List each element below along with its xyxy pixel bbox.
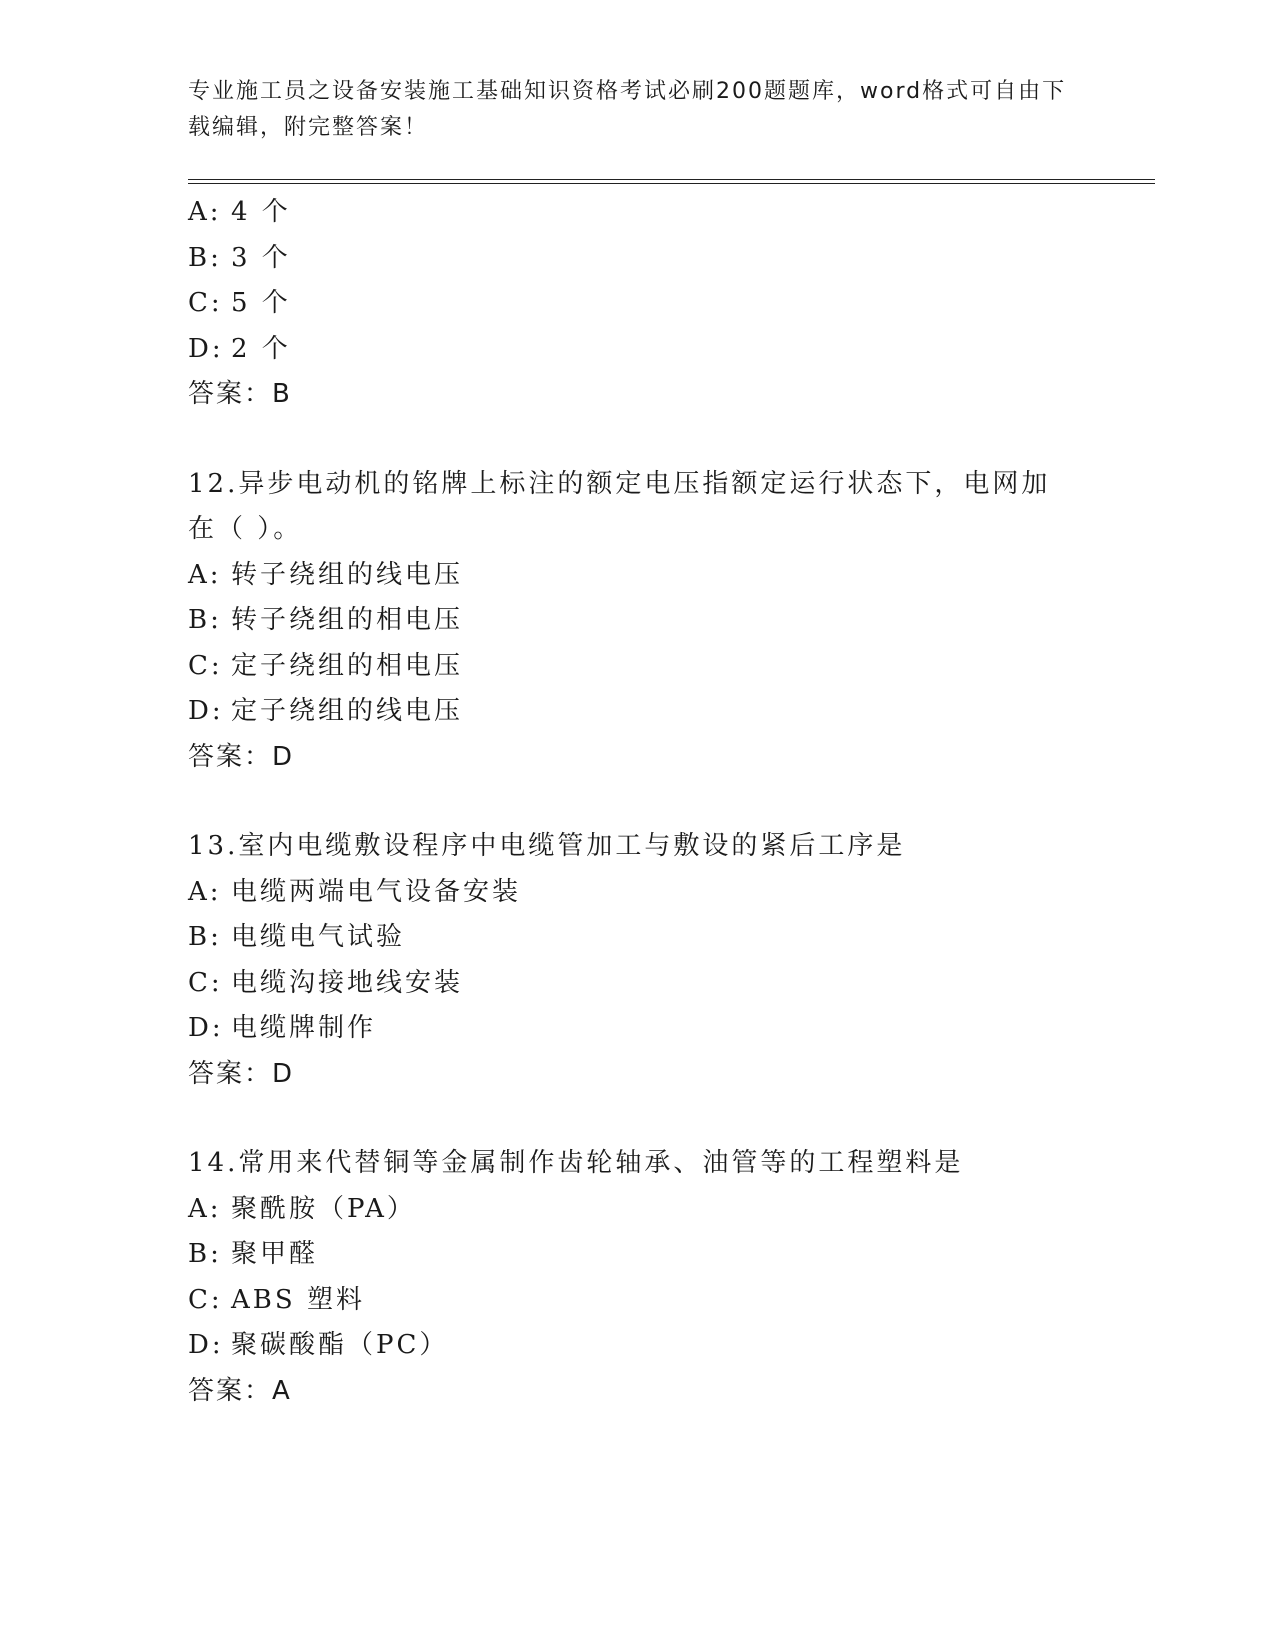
option-a [188, 870, 1128, 916]
answer-line: 答案：A [188, 1375, 292, 1406]
option-c [188, 1278, 1128, 1324]
option-text: 聚甲醛 [231, 1239, 319, 1269]
option-text: 3 个 [231, 242, 291, 273]
option-label: A: [188, 559, 222, 590]
answer-line: 答案：D [188, 741, 295, 772]
option-label: D: [188, 1013, 224, 1043]
option-b [188, 915, 1128, 961]
option-label: D: [188, 1330, 224, 1360]
option-c [188, 281, 1128, 327]
document-header: 专业施工员之设备安装施工基础知识资格考试必刷200题题库，word格式可自由下载编辑，附完整答案！ [188, 79, 1067, 140]
question-block-11 [188, 190, 1128, 418]
question-block-12 [188, 462, 1128, 781]
option-text: 电缆牌制作 [231, 1013, 377, 1043]
option-text: 电缆沟接地线安装 [231, 967, 464, 998]
option-a [188, 553, 1128, 599]
option-text: 转子绕组的相电压 [231, 605, 464, 635]
option-d [188, 327, 1128, 373]
option-label: D: [188, 696, 224, 726]
spacer [188, 780, 1128, 824]
option-label: A: [188, 1193, 222, 1224]
option-text: 聚酰胺（PA） [231, 1193, 416, 1224]
document-body [188, 190, 1128, 1414]
option-b [188, 1232, 1128, 1278]
question-block-13 [188, 824, 1128, 1097]
answer-line: 答案：B [188, 379, 292, 409]
spacer [188, 1097, 1128, 1141]
option-label: C: [188, 967, 223, 998]
spacer [188, 418, 1128, 462]
option-b [188, 598, 1128, 644]
header-divider [188, 179, 1155, 184]
option-a [188, 1187, 1128, 1233]
question-stem: 12.异步电动机的铭牌上标注的额定电压指额定运行状态下，电网加在（ ）。 [188, 468, 1051, 544]
option-label: B: [188, 1239, 222, 1269]
question-stem: 14.常用来代替铜等金属制作齿轮轴承、油管等的工程塑料是 [188, 1148, 964, 1178]
option-label: B: [188, 922, 222, 952]
option-label: D: [188, 333, 224, 364]
option-label: C: [188, 1284, 223, 1315]
option-d [188, 1323, 1128, 1369]
option-d [188, 1006, 1128, 1052]
question-block-14 [188, 1141, 1128, 1414]
option-text: 聚碳酸酯（PC） [231, 1330, 449, 1360]
option-label: B: [188, 605, 222, 635]
option-text: ABS 塑料 [231, 1284, 365, 1315]
option-label: A: [188, 197, 222, 227]
question-stem: 13.室内电缆敷设程序中电缆管加工与敷设的紧后工序是 [188, 831, 906, 861]
option-a [188, 190, 1128, 236]
option-label: A: [188, 876, 222, 907]
option-text: 定子绕组的相电压 [231, 650, 464, 681]
option-c [188, 644, 1128, 690]
option-text: 转子绕组的线电压 [231, 559, 464, 590]
answer-line: 答案：D [188, 1058, 295, 1089]
option-label: C: [188, 650, 223, 681]
option-d [188, 689, 1128, 735]
option-text: 电缆两端电气设备安装 [231, 876, 522, 907]
option-c [188, 961, 1128, 1007]
option-text: 电缆电气试验 [231, 922, 406, 952]
option-text: 2 个 [231, 333, 291, 364]
option-b [188, 236, 1128, 282]
option-text: 5 个 [231, 288, 291, 318]
option-text: 4 个 [231, 197, 291, 227]
option-label: B: [188, 242, 222, 273]
option-label: C: [188, 288, 223, 318]
option-text: 定子绕组的线电压 [231, 696, 464, 726]
